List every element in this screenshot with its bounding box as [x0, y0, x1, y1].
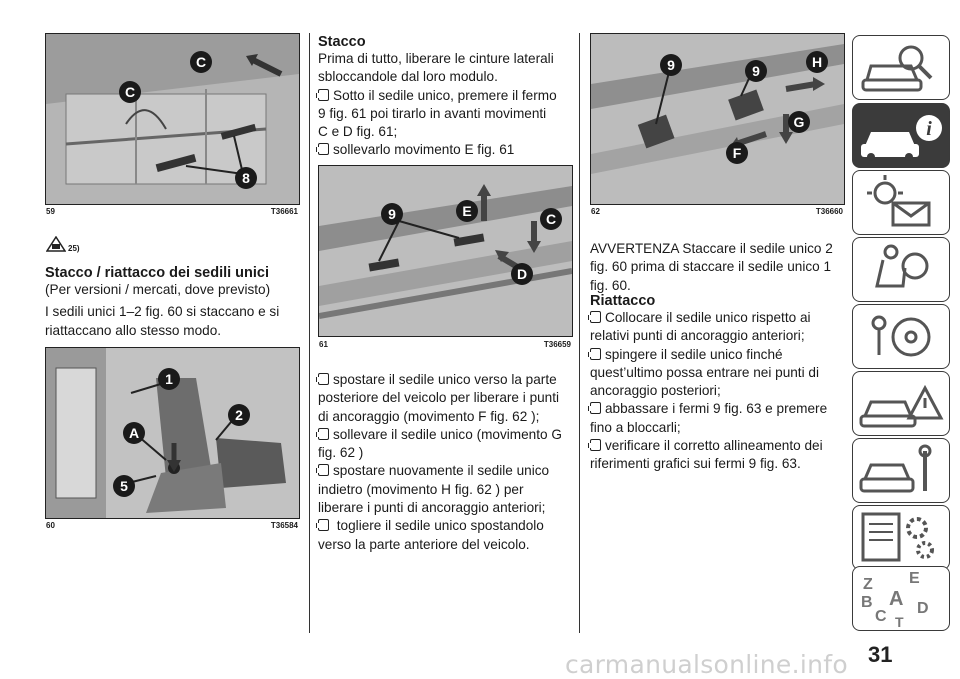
bullet-icon [318, 89, 329, 101]
column-1-text [45, 281, 305, 340]
bullet-icon [318, 428, 329, 440]
figure-62-caption [591, 206, 843, 218]
svg-text:B: B [861, 594, 873, 611]
bullet-icon [318, 519, 329, 531]
svg-text:C: C [875, 608, 887, 625]
figure-62-number: 62 [591, 207, 600, 216]
warning-text [590, 240, 848, 295]
figure-60-callout-a: A [128, 425, 140, 441]
svg-text:D: D [917, 600, 929, 617]
figure-60-callout-5: 5 [120, 478, 128, 494]
bullet-icon [318, 143, 329, 155]
side-tab-technical-data[interactable] [852, 505, 950, 570]
side-tab-alphabetical-index[interactable] [852, 566, 950, 631]
stacco-intro-line-2: sbloccandole dal loro modulo. [318, 69, 498, 85]
figure-62-code: T36660 [815, 207, 843, 216]
side-tab-key-steering-wheel[interactable] [852, 304, 950, 369]
warning-triangle-icon [46, 236, 66, 252]
stacco-step-4-line-1: sollevare il sedile unico (movimento G [318, 426, 576, 444]
stacco-step-2-line-1: sollevarlo movimento E fig. 61 [318, 141, 576, 159]
figure-59-caption [46, 206, 298, 218]
column-divider-2 [579, 33, 580, 633]
riattacco-steps [590, 309, 848, 474]
figure-59-code: T36661 [270, 207, 298, 216]
bullet-icon [590, 439, 601, 451]
side-tab-car-search[interactable] [852, 35, 950, 100]
warning-line-2: fig. 60 prima di staccare il sedile unico 1 [590, 259, 832, 275]
riattacco-step-1-line-2: relativi punti di ancoraggio anteriori; [590, 328, 805, 344]
figure-62-image [590, 33, 845, 205]
column-1-line-3: riattaccano allo stesso modo. [45, 322, 222, 338]
figure-61-number: 61 [319, 340, 328, 349]
car-maintenance-icon [853, 439, 949, 502]
figure-62-callout-9-1: 9 [667, 57, 675, 73]
stacco-step-5-line-2: indietro (movimento H fig. 62 ) per [318, 481, 524, 497]
figure-61-callout-9: 9 [388, 206, 396, 222]
svg-text:E: E [909, 570, 920, 587]
car-search-icon [853, 36, 949, 99]
airbag-seat-icon [853, 238, 949, 301]
stacco-step-3-line-1: spostare il sedile unico verso la parte [318, 371, 576, 389]
svg-text:T: T [895, 614, 904, 630]
page-number: 31 [868, 642, 893, 667]
warning-line-1: AVVERTENZA Staccare il sedile unico 2 [590, 241, 833, 256]
svg-text:i: i [926, 118, 932, 140]
stacco-step-6-line-2: verso la parte anteriore del veicolo. [318, 536, 530, 552]
section-heading-stacco: Stacco [318, 34, 366, 50]
riattacco-step-1-line-1: Collocare il sedile unico rispetto ai [590, 309, 848, 327]
side-tab-warning-lights[interactable] [852, 170, 950, 235]
column-2-top-text [318, 50, 576, 160]
side-tab-car-crash-warning[interactable] [852, 371, 950, 436]
warning-lights-icon [853, 171, 949, 234]
section-heading-stacco-riattacco: Stacco / riattacco dei sedili unici [45, 265, 270, 281]
figure-61-callout-d: D [516, 266, 528, 282]
riattacco-step-2-line-2: quest’ultimo possa entrare nei punti di [590, 364, 819, 380]
stacco-step-3-line-2: posteriore del veicolo per liberare i punti [318, 390, 560, 406]
riattacco-step-3-line-1: abbassare i fermi 9 fig. 63 e premere [590, 400, 848, 418]
technical-data-icon [853, 506, 949, 569]
section-heading-riattacco: Riattacco [590, 293, 656, 309]
stacco-step-3-line-3: di ancoraggio (movimento F fig. 62 ); [318, 408, 540, 424]
figure-61-caption [319, 339, 571, 351]
bullet-icon [318, 464, 329, 476]
stacco-step-1-line-2: 9 fig. 61 poi tirarlo in avanti movimenti [318, 105, 547, 121]
figure-60-code: T36584 [270, 521, 298, 530]
bullet-icon [590, 348, 601, 360]
warning-reference: 25) [68, 244, 80, 253]
figure-59-callout-c-2: C [124, 84, 136, 100]
stacco-step-1-line-1: Sotto il sedile unico, premere il fermo [318, 87, 576, 105]
figure-61-image [318, 165, 573, 337]
stacco-step-1-line-3: C e D fig. 61; [318, 124, 398, 140]
figure-59-callout-8: 8 [242, 170, 250, 186]
stacco-step-5-line-1: spostare nuovamente il sedile unico [318, 462, 576, 480]
figure-62-callout-h: H [811, 54, 823, 70]
stacco-intro-line-1: Prima di tutto, liberare le cinture laterali [318, 51, 554, 66]
column-1-line-2: I sedili unici 1–2 fig. 60 si staccano e si [45, 304, 280, 320]
figure-61-callout-e: E [462, 203, 472, 219]
figure-61-code: T36659 [543, 340, 571, 349]
bullet-icon [590, 311, 601, 323]
side-tab-airbag-seat[interactable] [852, 237, 950, 302]
watermark: carmanualsonline.info [565, 650, 848, 679]
figure-62-callout-g: G [793, 114, 805, 130]
figure-59-number: 59 [46, 207, 55, 216]
svg-text:Z: Z [863, 576, 873, 593]
column-1-line-1: (Per versioni / mercati, dove previsto) [45, 282, 271, 297]
stacco-step-4-line-2: fig. 62 ) [318, 445, 364, 461]
bullet-icon [590, 402, 601, 414]
svg-text:A: A [889, 588, 904, 610]
figure-60-callout-1: 1 [165, 371, 173, 387]
key-steering-wheel-icon [853, 305, 949, 368]
figure-62-callout-f: F [732, 145, 742, 161]
figure-62-callout-9-2: 9 [752, 63, 760, 79]
alphabetical-index-icon [853, 567, 949, 630]
figure-59-callout-c-1: C [195, 54, 207, 70]
car-crash-warning-icon [853, 372, 949, 435]
riattacco-step-2-line-1: spingere il sedile unico finché [590, 346, 848, 364]
figure-61-callout-c: C [545, 211, 557, 227]
figure-60-callout-2: 2 [235, 407, 243, 423]
figure-60-caption [46, 520, 298, 532]
riattacco-step-2-line-3: ancoraggio posteriori; [590, 383, 721, 399]
figure-60-image [45, 347, 300, 519]
riattacco-step-4-line-2: riferimenti grafici sui fermi 9 fig. 63. [590, 456, 801, 472]
figure-60-number: 60 [46, 521, 55, 530]
side-tab-car-info[interactable] [852, 103, 950, 168]
column-divider-1 [309, 33, 310, 633]
figure-59-image [45, 33, 300, 205]
car-info-icon [853, 104, 949, 167]
side-tab-car-maintenance[interactable] [852, 438, 950, 503]
riattacco-step-4-line-1: verificare il corretto allineamento dei [590, 437, 848, 455]
riattacco-step-3-line-2: fino a bloccarli; [590, 419, 681, 435]
stacco-step-5-line-3: liberare i punti di ancoraggio anteriori; [318, 500, 546, 516]
column-2-bottom-text [318, 371, 576, 554]
warning-line-3: fig. 60. [590, 277, 631, 293]
bullet-icon [318, 373, 329, 385]
stacco-step-6-line-1: togliere il sedile unico spostandolo [318, 517, 576, 535]
